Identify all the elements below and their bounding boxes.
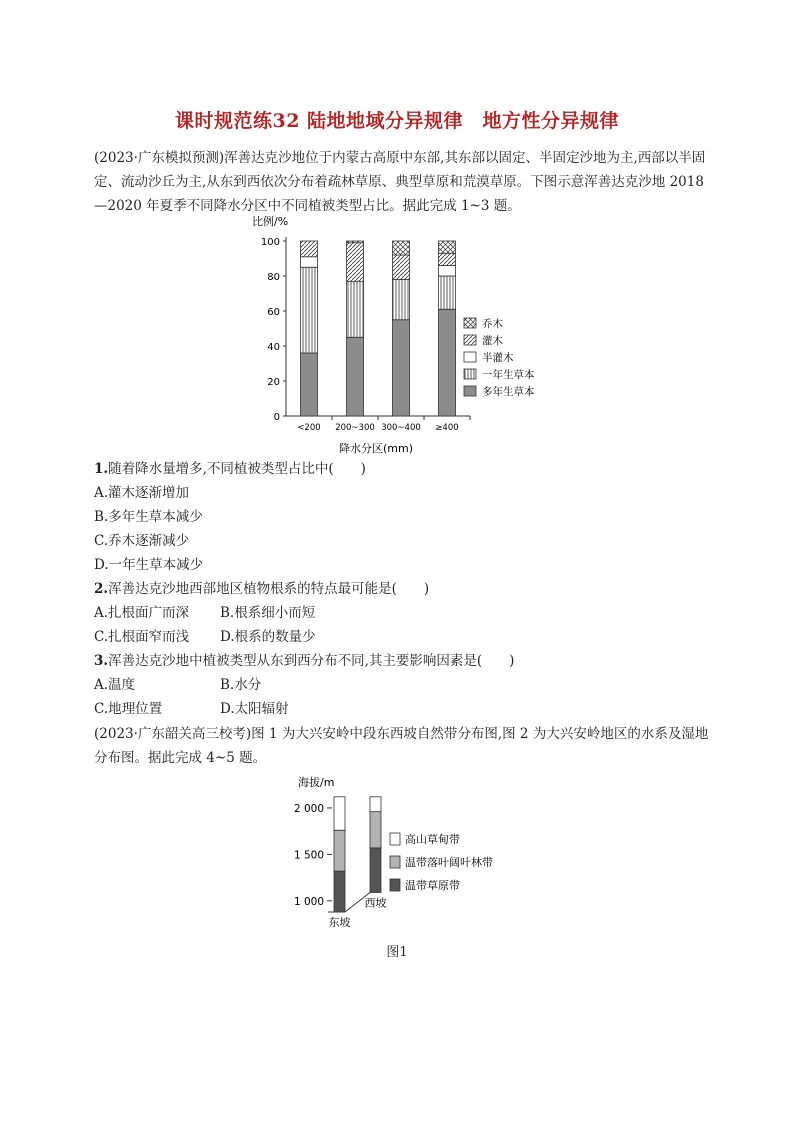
option-a: A.温度 [94,677,136,693]
question-number: 2. [94,581,109,597]
option-c: C.扎根面窄而浅 [94,629,190,645]
chart2-legend-swatch [390,879,400,891]
chart1-legend-label: 多年生草本 [482,386,535,398]
chart1-legend-label: 一年生草本 [482,369,535,381]
option-d: D.太阳辐射 [220,701,289,717]
chart1-y-tick-label: 80 [267,272,280,283]
chart2-bar-segment [334,830,345,871]
chart2-y-tick-label: 1 000 [293,895,324,908]
chart1-legend-swatch [464,369,476,379]
chart1-x-tick-label: ≥400 [435,423,459,433]
chart1-legend-label: 半灌木 [482,352,514,364]
option-c: C.地理位置 [94,701,163,717]
chart2-y-tick-label: 2 000 [293,802,324,815]
chart1-y-tick-label: 0 [273,412,280,423]
chart1-bar-segment [439,241,456,253]
chart1-bar-segment [393,280,410,320]
chart1-bar-segment [439,253,456,265]
chart1-bar-segment [393,320,410,416]
chart1-legend-label: 乔木 [482,318,503,330]
intro-paragraph-1: (2023·广东模拟预测)浑善达克沙地位于内蒙古高原中东部,其东部以固定、半固定沙地为主,西部以半固定、流动沙丘为主,从东到西依次分布着疏林草原、典型草原和荒漠草原。下图示意浑善达克沙地 2018—2020 年夏季不同降水分区中不同植被类型占比。据此完成 1~3 题。 [94,150,706,214]
chart1-bar-segment [393,255,410,280]
chart2-legend-swatch [390,856,400,868]
chart1-bar-segment [301,241,318,257]
option-d: D.根系的数量少 [220,629,316,645]
chart2-bar-segment [370,797,381,812]
option-b: B.根系细小而短 [220,605,316,621]
chart1-legend-swatch [464,318,476,328]
chart1-bar-segment [439,276,456,309]
option-a: A.灌木逐渐增加 [94,485,190,501]
chart1-bar-segment [393,241,410,255]
chart2-x-label-east: 东坡 [328,916,351,929]
chart2-bar-segment [334,871,345,912]
question-number: 3. [94,653,109,669]
chart1-bar-segment [301,257,318,268]
chart1-bar-segment [301,353,318,416]
chart2-legend-label: 温带草原带 [405,879,460,892]
altitude-zone-chart [280,772,540,962]
chart1-bar-segment [301,267,318,353]
chart1-ylabel: 比例/% [252,215,289,228]
chart2-legend-swatch [390,833,400,845]
chart1-x-tick-label: <200 [297,423,321,433]
chart1-legend-label: 灌木 [482,335,503,347]
chart1-bar-segment [347,281,364,337]
chart1-xlabel: 降水分区(mm) [338,442,414,455]
question-text: 浑善达克沙地中植被类型从东到西分布不同,其主要影响因素是( ) [108,653,515,669]
chart1-legend-swatch [464,386,476,396]
question-text: 浑善达克沙地西部地区植物根系的特点最可能是( ) [108,581,430,597]
intro-paragraph-2: (2023·广东韶关高三校考)图 1 为大兴安岭中段东西坡自然带分布图,图 2 为大兴安岭地区的水系及湿地分布图。据此完成 4~5 题。 [94,726,709,766]
chart1-y-tick-label: 20 [267,377,280,388]
chart1-legend-swatch [464,352,476,362]
chart2-legend-label: 温带落叶阔叶林带 [405,856,493,869]
option-b: B.多年生草本减少 [94,509,203,525]
chart2-bar-segment [370,848,381,893]
option-c: C.乔木逐渐减少 [94,533,190,549]
chart1-bar-segment [347,337,364,416]
chart2-bar-segment [334,797,345,830]
vegetation-stacked-bar-chart [248,212,568,460]
option-b: B.水分 [220,677,262,693]
chart2-x-label-west: 西坡 [364,896,387,910]
option-d: D.一年生草本减少 [94,557,204,573]
chart1-x-tick-label: 200~300 [335,423,375,433]
chart1-bar-segment [439,266,456,277]
chart1-bar-segment [347,243,364,282]
chart1-y-tick-label: 60 [267,307,280,318]
figure-caption: 图1 [386,945,408,960]
chart1-bar-segment [347,241,364,243]
option-a: A.扎根面广而深 [94,605,190,621]
chart1-bar-segment [439,309,456,416]
chart2-y-tick-label: 1 500 [293,849,324,862]
chart1-y-tick-label: 40 [267,342,280,353]
chart2-ylabel: 海拔/m [298,776,335,789]
page-title: 课时规范练32 陆地地域分异规律 地方性分异规律 [174,110,620,132]
question-text: 随着降水量增多,不同植被类型占比中( ) [108,461,366,477]
chart1-legend-swatch [464,335,476,345]
chart1-x-tick-label: 300~400 [381,423,421,433]
chart2-bar-segment [370,812,381,848]
chart1-y-tick-label: 100 [260,237,280,248]
question-number: 1. [94,461,109,477]
chart2-legend-label: 高山草甸带 [405,833,460,846]
